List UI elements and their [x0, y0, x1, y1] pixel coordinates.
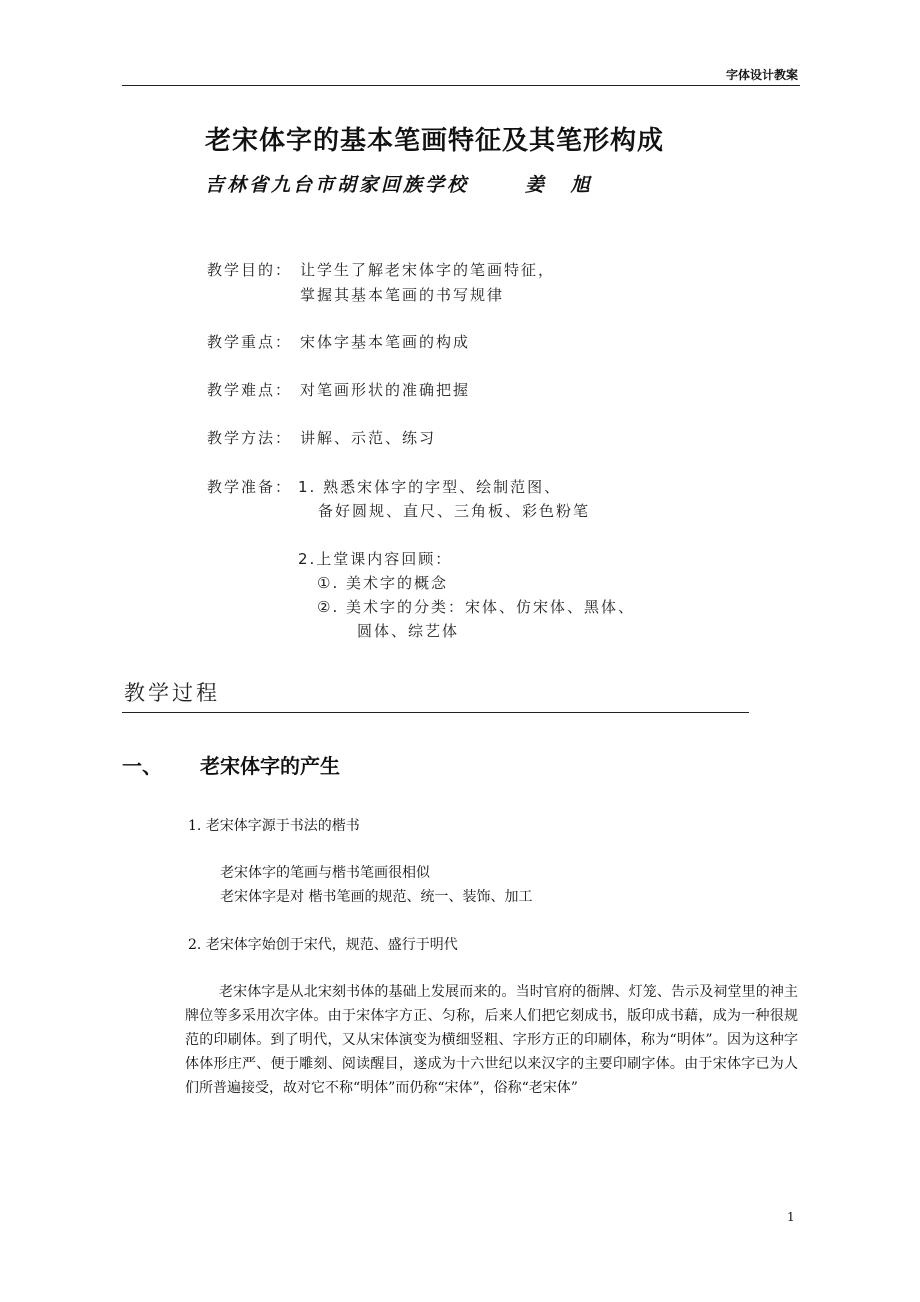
prep2-heading: 2.上堂课内容回顾： [298, 550, 453, 568]
difficulty-value: 对笔画形状的准确把握 [300, 381, 471, 399]
page-number: 1 [787, 1210, 795, 1224]
method-value: 讲解、示范、练习 [300, 429, 437, 447]
difficulty-label: 教学难点： [207, 381, 293, 399]
prep1-line2: 备好圆规、直尺、三角板、彩色粉笔 [318, 502, 591, 520]
header-rule [122, 85, 800, 86]
point1-line2: 老宋体字是对 楷书笔画的规范、统一、装饰、加工 [220, 889, 533, 905]
section-rule [122, 712, 749, 713]
method-label: 教学方法： [207, 429, 293, 447]
school-name: 吉林省九台市胡家回族学校 [205, 174, 470, 196]
point1-line1: 老宋体字的笔画与楷书笔画很相似 [220, 865, 430, 881]
chapter-number: 一、 [122, 754, 162, 778]
chapter-title: 老宋体字的产生 [200, 754, 340, 778]
focus-value: 宋体字基本笔画的构成 [300, 333, 471, 351]
subtitle [205, 170, 600, 197]
prep2-item2-line2: 圆体、综艺体 [357, 622, 460, 640]
chapter-heading [122, 750, 340, 779]
objective-label: 教学目的： [207, 261, 293, 279]
point2-heading: 2. 老宋体字始创于宋代，规范、盛行于明代 [188, 937, 458, 953]
prep-label: 教学准备： [207, 478, 293, 496]
prep2-item1: ①. 美术字的概念 [317, 574, 448, 592]
body-paragraph: 老宋体字是从北宋刻书体的基础上发展而来的。当时官府的衙牌、灯笼、告示及祠堂里的神主牌位等多采用次字体。由于宋体字方正、匀称，后来人们把它刻成书，版印成书藉，成为一种很规范的印刷体。到了明代，又从宋体演变为横细竖粗、字形方正的印刷体，称为“明体”。因为这种字体体形庄严、便于雕刻、阅读醒目，遂成为十六世纪以来汉字的主要印刷字体。由于宋体字已为人们所普遍接受，故对它不称“明体”而仍称“宋体”，俗称“老宋体” [185, 984, 798, 1096]
prep1-line1: 1. 熟悉宋体字的字型、绘制范图、 [298, 478, 562, 496]
author-name: 姜 旭 [525, 174, 600, 196]
page-title: 老宋体字的基本笔画特征及其笔形构成 [205, 126, 665, 156]
section-heading: 教学过程 [124, 681, 220, 705]
objective-line1: 让学生了解老宋体字的笔画特征， [300, 261, 556, 279]
objective-line2: 掌握其基本笔画的书写规律 [300, 286, 505, 304]
prep2-item2-line1: ②. 美术字的分类：宋体、仿宋体、黑体、 [317, 598, 635, 616]
point1-heading: 1. 老宋体字源于书法的楷书 [188, 818, 360, 834]
focus-label: 教学重点： [207, 333, 293, 351]
header-label: 字体设计教案 [725, 68, 798, 82]
